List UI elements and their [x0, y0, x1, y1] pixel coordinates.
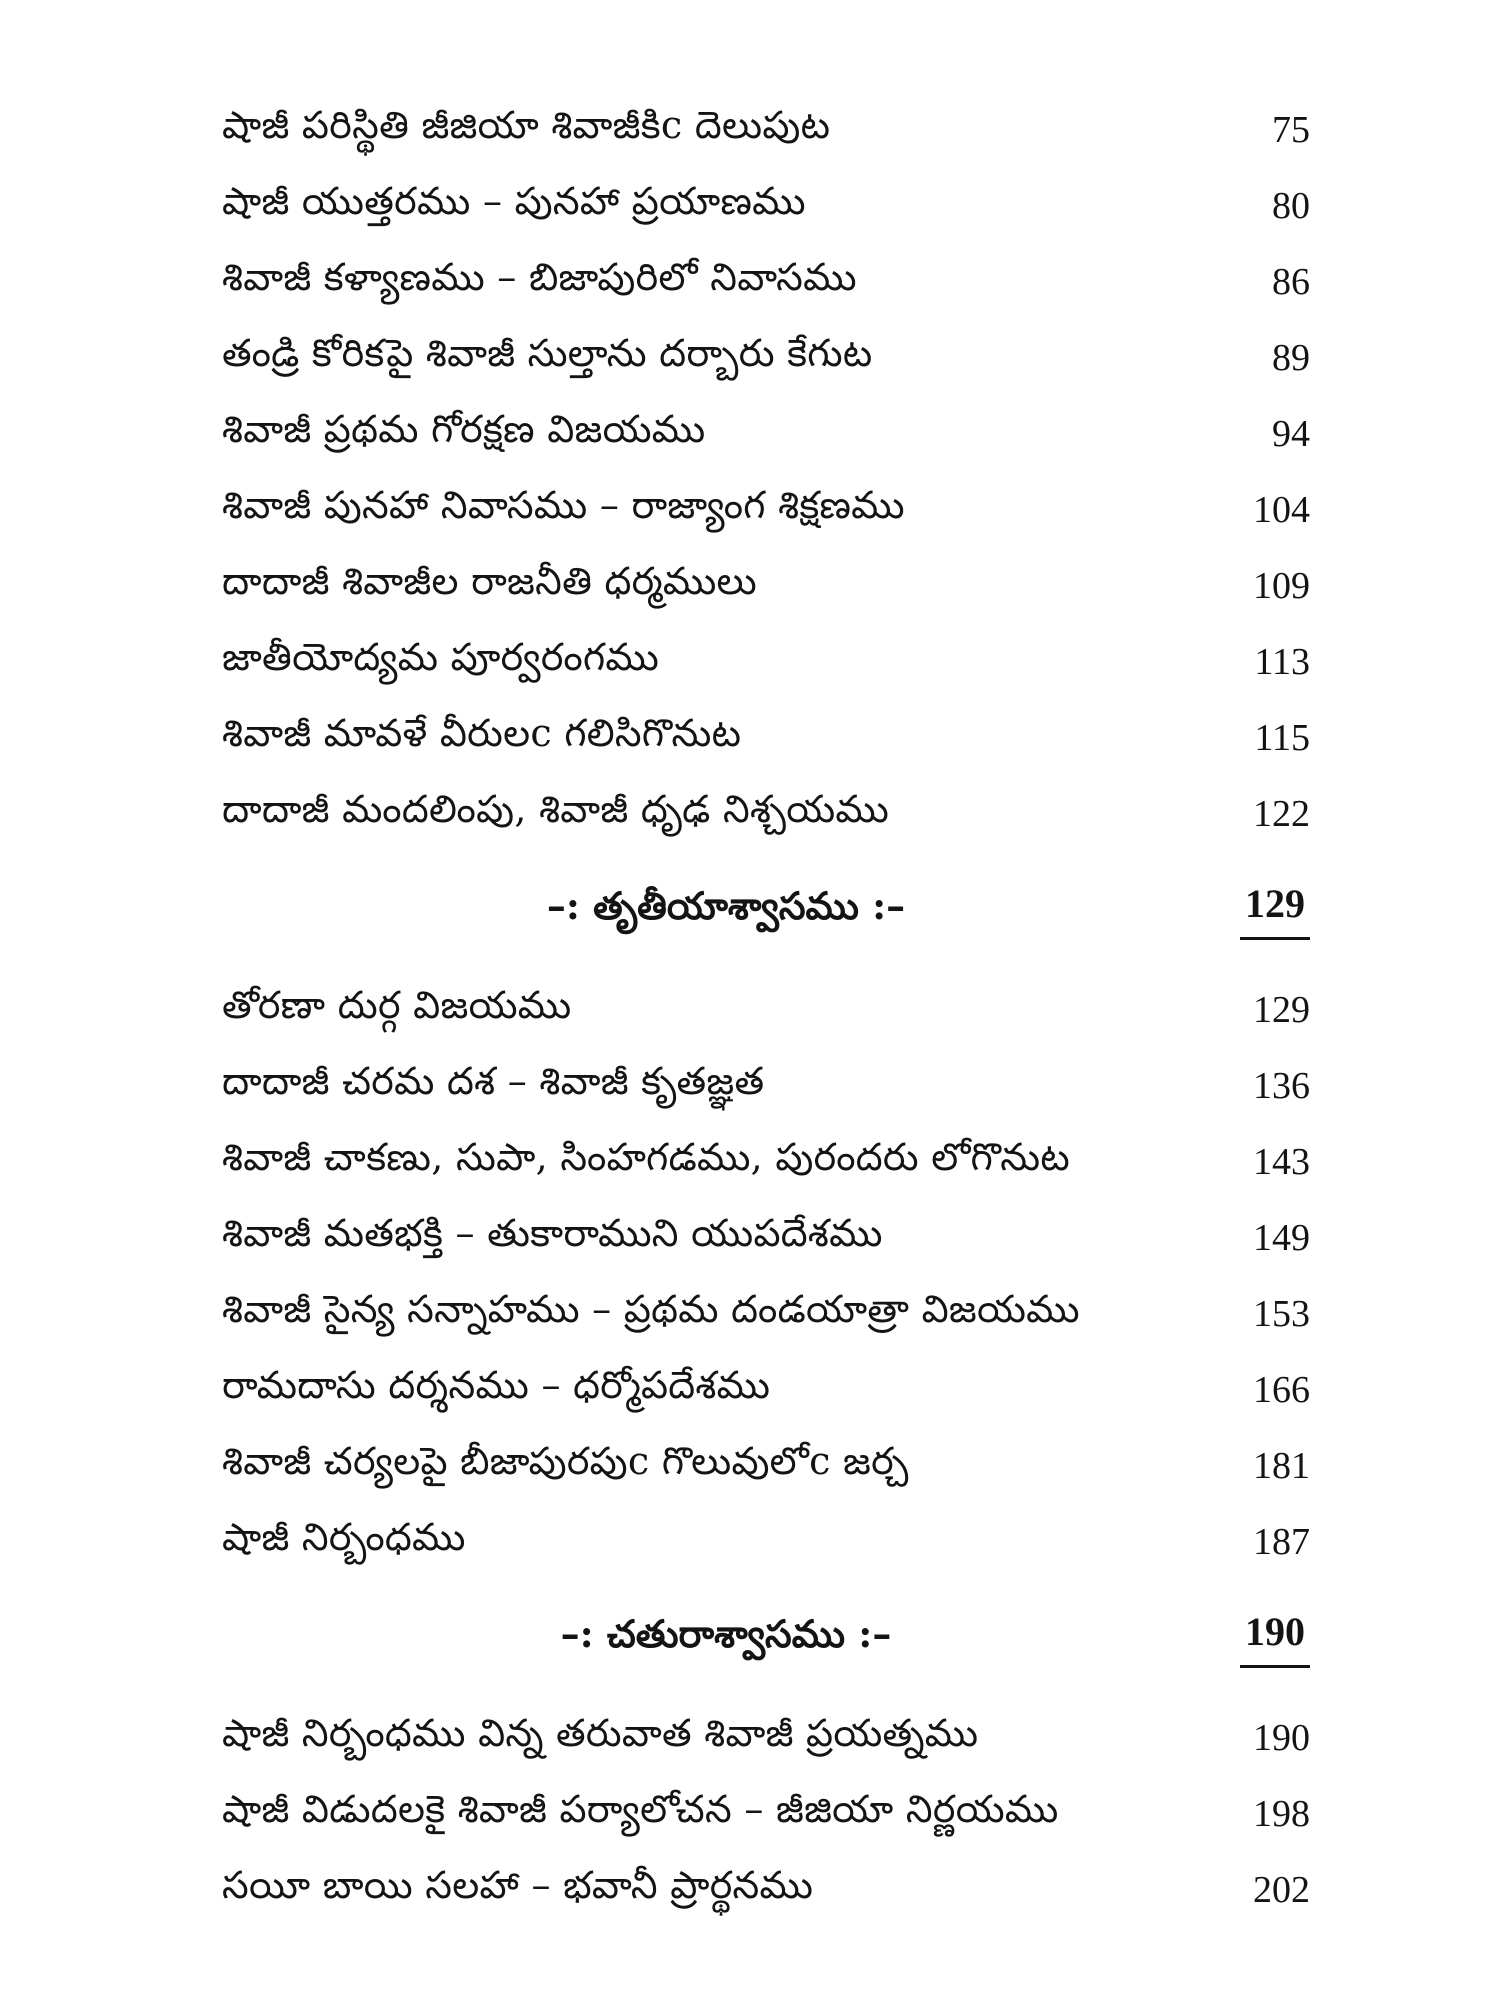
toc-entry [222, 244, 1310, 320]
entry-page: 109 [1253, 565, 1310, 607]
toc-entry [222, 1124, 1310, 1200]
entry-title: దాదాజీ మందలింపు, శివాజీ ధృఢ నిశ్చయము [222, 787, 890, 831]
section-title: –: తృతీయాశ్వాసము :– [546, 882, 906, 928]
entry-page: 113 [1254, 641, 1310, 683]
entry-title: తోరణా దుర్గ విజయము [222, 983, 572, 1027]
section-page: 129 [1240, 880, 1310, 940]
entry-page: 187 [1253, 1521, 1310, 1563]
entry-title: సయీ బాయి సలహా – భవానీ ప్రార్థనము [222, 1863, 814, 1907]
section-title: –: చతురాశ్వాసము :– [560, 1610, 892, 1656]
toc-entry [222, 320, 1310, 396]
entry-title: శివాజీ కళ్యాణము – బిజాపురిలో నివాసము [222, 255, 857, 299]
entry-page: 104 [1253, 489, 1310, 531]
entry-title: శివాజీ సైన్య సన్నాహము – ప్రథమ దండయాత్రా విజయము [222, 1287, 1080, 1331]
toc-entry [222, 92, 1310, 168]
entry-title: జాతీయోద్యమ పూర్వరంగము [222, 635, 660, 679]
toc-entry [222, 396, 1310, 472]
toc-entry [222, 776, 1310, 852]
entry-page: 94 [1272, 413, 1310, 455]
toc-entry [222, 168, 1310, 244]
section-page: 190 [1240, 1608, 1310, 1668]
toc-entry [222, 1352, 1310, 1428]
entry-page: 129 [1253, 989, 1310, 1031]
entry-title: షాజీ పరిస్థితి జీజియా శివాజీకిc దెలుపుట [222, 103, 831, 147]
entry-title: షాజీ నిర్బంధము [222, 1515, 466, 1559]
toc-entry [222, 1200, 1310, 1276]
entry-title: శివాజీ చాకణు, సుపా, సింహగడము, పురందరు లోగొనుట [222, 1135, 1071, 1179]
entry-title: షాజీ విడుదలకై శివాజీ పర్యాలోచన – జీజియా నిర్ణయము [222, 1787, 1059, 1831]
toc-entry [222, 1048, 1310, 1124]
toc-entry [222, 1776, 1310, 1852]
entry-title: తండ్రి కోరికపై శివాజీ సుల్తాను దర్బారు కేగుట [222, 331, 873, 375]
entry-page: 190 [1253, 1717, 1310, 1759]
entry-page: 181 [1253, 1445, 1310, 1487]
entry-page: 149 [1253, 1217, 1310, 1259]
entry-title: దాదాజీ చరమ దశ – శివాజీ కృతజ్ఞత [222, 1059, 765, 1103]
toc-entry [222, 548, 1310, 624]
entry-page: 75 [1272, 109, 1310, 151]
entry-page: 166 [1253, 1369, 1310, 1411]
entry-title: దాదాజీ శివాజీల రాజనీతి ధర్మములు [222, 559, 757, 603]
toc-entry [222, 624, 1310, 700]
entry-page: 153 [1253, 1293, 1310, 1335]
entry-page: 136 [1253, 1065, 1310, 1107]
toc-entry [222, 1700, 1310, 1776]
toc-entry [222, 1276, 1310, 1352]
entry-page: 143 [1253, 1141, 1310, 1183]
entry-page: 89 [1272, 337, 1310, 379]
entry-page: 86 [1272, 261, 1310, 303]
toc-entry [222, 472, 1310, 548]
entry-page: 115 [1254, 717, 1310, 759]
toc-entry [222, 1504, 1310, 1580]
section-heading [222, 858, 1310, 962]
toc-entry [222, 1852, 1310, 1928]
entry-title: రామదాసు దర్శనము – ధర్మోపదేశము [222, 1363, 771, 1407]
entry-page: 202 [1253, 1869, 1310, 1911]
entry-page: 80 [1272, 185, 1310, 227]
toc-entry [222, 700, 1310, 776]
entry-title: షాజీ యుత్తరము – పునహా ప్రయాణము [222, 179, 806, 223]
table-of-contents [222, 92, 1310, 1928]
entry-page: 198 [1253, 1793, 1310, 1835]
entry-title: శివాజీ చర్యలపై బీజాపురపుc గొలువులోc జర్చ [222, 1439, 909, 1483]
section-heading [222, 1586, 1310, 1690]
entry-title: శివాజీ ప్రథమ గోరక్షణ విజయము [222, 407, 706, 451]
toc-entry [222, 1428, 1310, 1504]
entry-title: శివాజీ పునహా నివాసము – రాజ్యాంగ శిక్షణము [222, 483, 905, 527]
entry-title: షాజీ నిర్బంధము విన్న తరువాత శివాజీ ప్రయత్నము [222, 1711, 979, 1755]
toc-entry [222, 972, 1310, 1048]
entry-title: శివాజీ మతభక్తి – తుకారాముని యుపదేశము [222, 1211, 883, 1255]
entry-page: 122 [1253, 793, 1310, 835]
entry-title: శివాజీ మావళే వీరులc గలిసిగొనుట [222, 711, 742, 755]
